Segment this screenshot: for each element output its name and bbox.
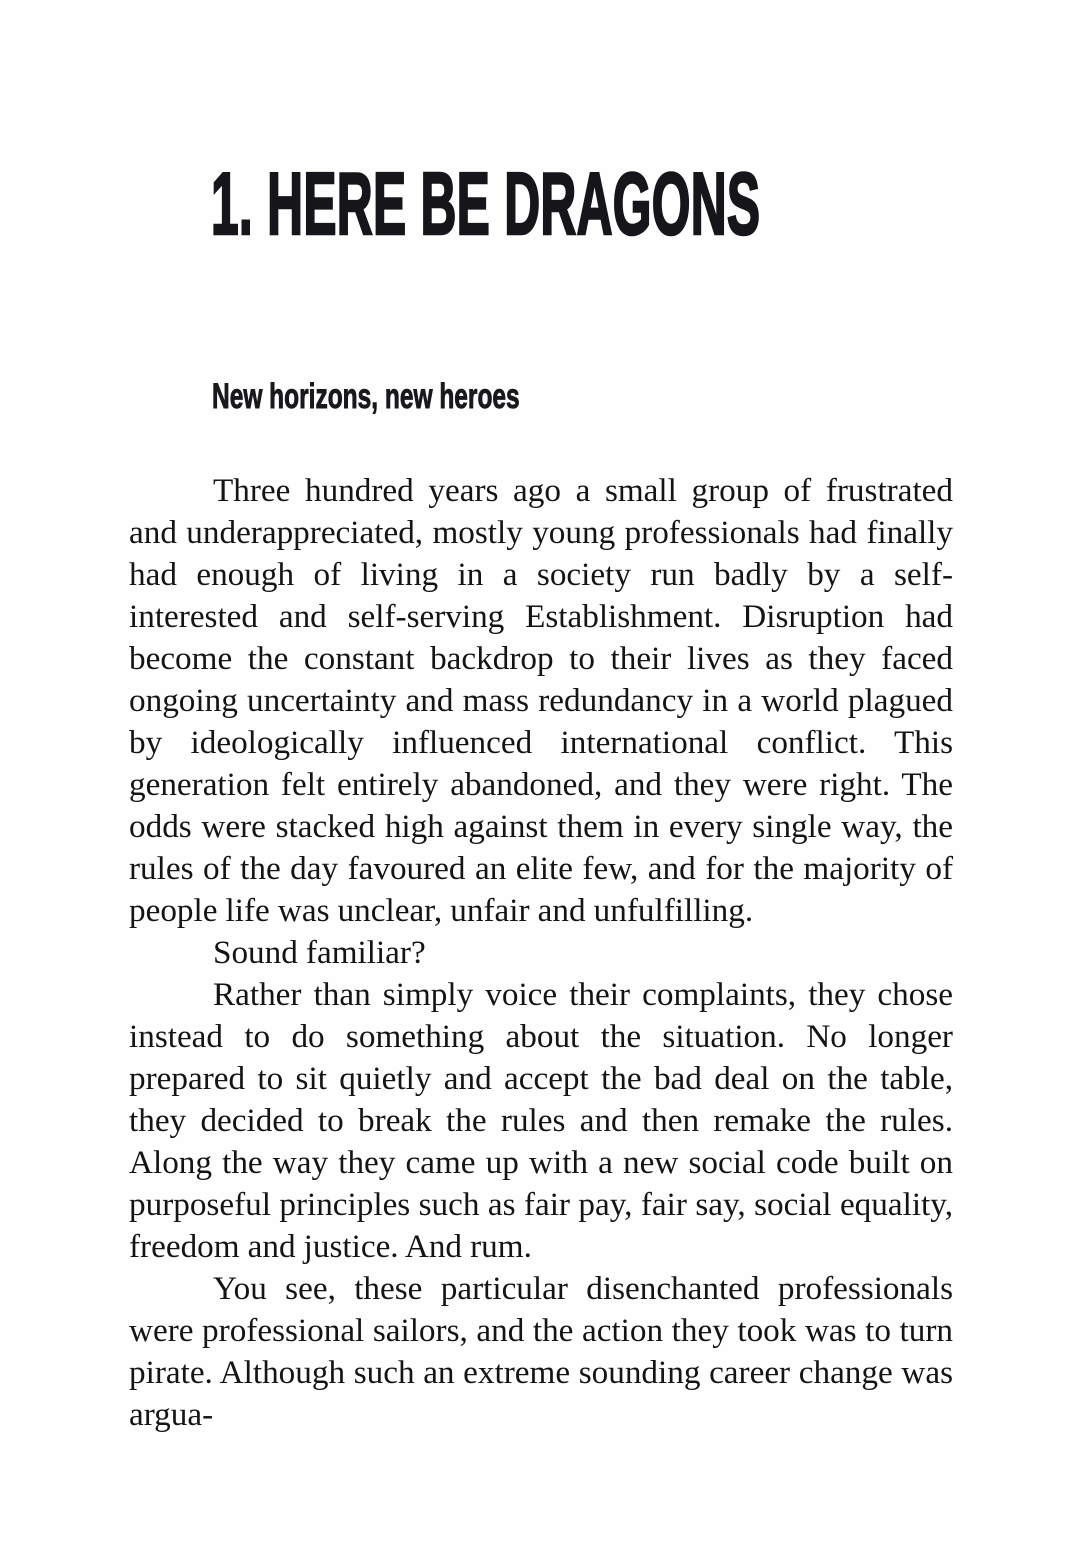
body-text-column bbox=[129, 470, 953, 1478]
chapter-title: 1. HERE BE DRAGONS bbox=[211, 154, 761, 253]
body-paragraph: Sound familiar? bbox=[213, 934, 426, 971]
body-paragraph: Three hundred years ago a small group of frustrated and underappreciated, mostly young professionals had finally had enough of living in a society run badly by a self-interested and self-serving Establishment. Disruption had become the constant backdrop to their lives as they faced ongoing uncertainty and mass redundancy in a world plagued by ideologically influenced international conflict. This generation felt entirely abandoned, and they were right. The odds were stacked high against them in every single way, the rules of the day favoured an elite few, and for the majority of people life was unclear, unfair and unfulfilling. bbox=[129, 472, 953, 929]
section-heading: New horizons, new heroes bbox=[212, 377, 520, 416]
body-paragraph: Rather than simply voice their complaints, they chose instead to do something about the situation. No longer prepared to sit quietly and accept the bad deal on the table, they decided to break the rules and then remake the rules. Along the way they came up with a new social code built on purposeful principles such as fair pay, fair say, social equality, freedom and justice. And rum. bbox=[129, 976, 953, 1265]
body-paragraph: You see, these particular disenchanted professionals were professional sailors, and the action they took was to turn pirate. Although such an extreme sounding career change was argua- bbox=[129, 1270, 953, 1433]
